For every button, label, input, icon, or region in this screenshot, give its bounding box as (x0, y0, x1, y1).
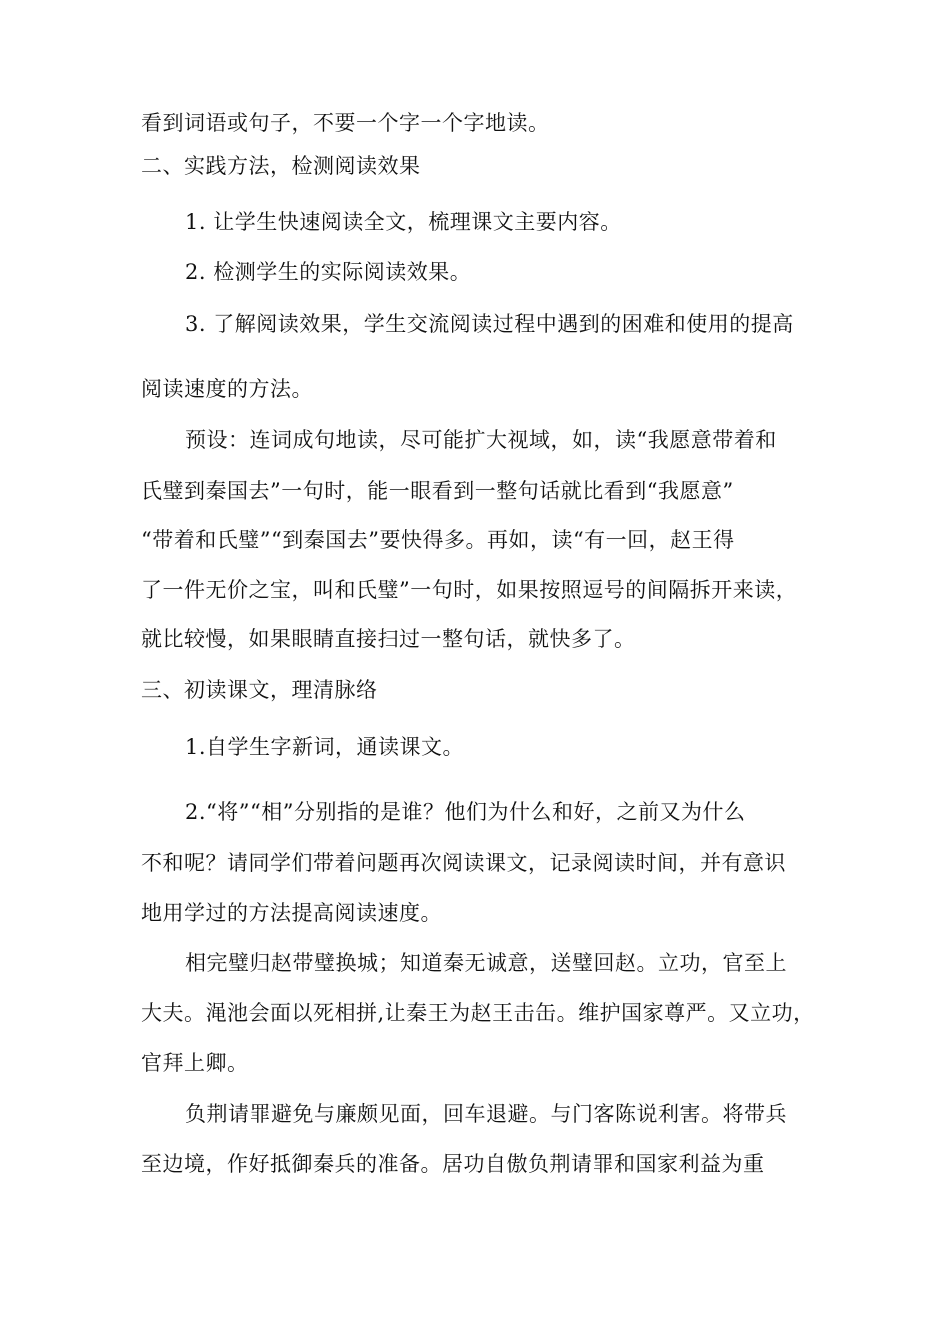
text-line: 阅读速度的方法。 (141, 377, 313, 401)
paragraph-line: 相完璧归赵带璧换城；知道秦无诚意，送璧回赵。立功，官至上 (185, 951, 787, 975)
paragraph-line: “带着和氏璧”“到秦国去”要快得多。再如，读“有一回，赵王得 (141, 528, 735, 552)
paragraph-line: 氏璧到秦国去”一句时，能一眼看到一整句话就比看到“我愿意” (141, 479, 734, 503)
text-line: 看到词语或句子，不要一个字一个字地读。 (141, 111, 550, 135)
paragraph-line: 不和呢？请同学们带着问题再次阅读课文，记录阅读时间，并有意识 (141, 851, 786, 875)
paragraph-line: 至边境，作好抵御秦兵的准备。居功自傲负荆请罪和国家利益为重 (141, 1152, 765, 1176)
list-item: 2. 检测学生的实际阅读效果。 (185, 260, 472, 284)
paragraph-line: 了一件无价之宝，叫和氏璧”一句时，如果按照逗号的间隔拆开来读， (141, 578, 798, 602)
paragraph-line: 地用学过的方法提高阅读速度。 (141, 901, 442, 925)
list-item: 1.自学生字新词，通读课文。 (185, 735, 465, 759)
list-item: 1. 让学生快速阅读全文，梳理课文主要内容。 (185, 210, 622, 234)
section-heading: 二、实践方法，检测阅读效果 (141, 154, 421, 178)
paragraph-line: 就比较慢，如果眼睛直接扫过一整句话，就快多了。 (141, 627, 636, 651)
paragraph-line: 预设：连词成句地读，尽可能扩大视域，如，读“我愿意带着和 (185, 428, 777, 452)
section-heading: 三、初读课文，理清脉络 (141, 678, 378, 702)
paragraph-line: 官拜上卿。 (141, 1051, 249, 1075)
list-item: 2.“将”“相”分别指的是谁？他们为什么和好，之前又为什么 (185, 800, 746, 824)
paragraph-line: 大夫。渑池会面以死相拼,让秦王为赵王击缶。维护国家尊严。又立功， (141, 1001, 815, 1025)
paragraph-line: 负荆请罪避免与廉颇见面，回车退避。与门客陈说利害。将带兵 (185, 1102, 787, 1126)
list-item: 3. 了解阅读效果，学生交流阅读过程中遇到的困难和使用的提高 (185, 312, 794, 336)
